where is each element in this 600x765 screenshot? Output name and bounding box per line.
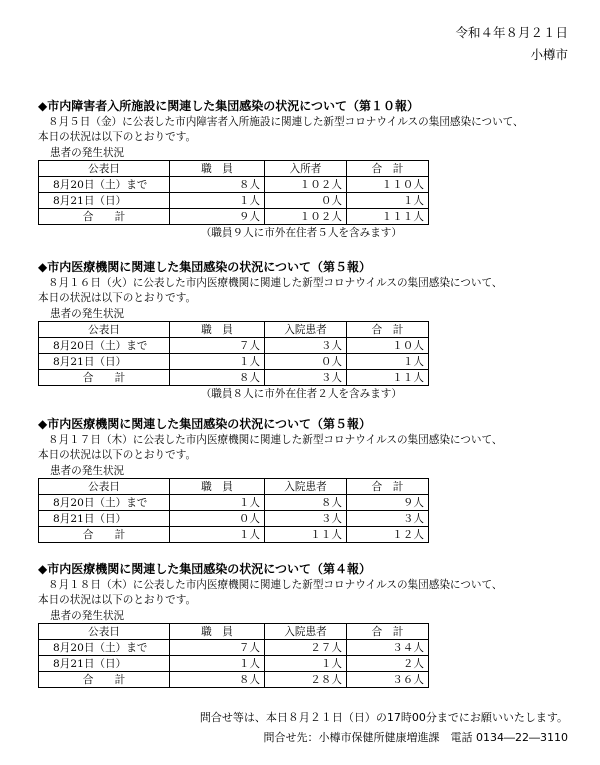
- section-title: ◆市内障害者入所施設に関連した集団感染の状況について（第１０報）: [38, 99, 419, 113]
- col-header-date: 公表日: [39, 624, 170, 640]
- table-row: 8月20日（土）まで １人 ８人 ９人: [39, 495, 429, 511]
- col-header-patients: 入院患者: [265, 322, 347, 338]
- section-title: ◆市内医療機関に関連した集団感染の状況について（第４報）: [38, 562, 371, 576]
- section-title: ◆市内医療機関に関連した集団感染の状況について（第５報）: [38, 260, 371, 274]
- issue-date: 令和４年８月２１日: [455, 25, 568, 40]
- contact-footer: [200, 708, 568, 748]
- cluster-section-3: [38, 416, 578, 543]
- col-header-total: 合 計: [347, 479, 429, 495]
- col-header-date: 公表日: [39, 479, 170, 495]
- table-total-row: 合 計 ８人 ３人 １１人: [39, 370, 429, 386]
- table-caption: 患者の発生状況: [50, 465, 125, 477]
- cases-table: [38, 160, 429, 225]
- col-header-date: 公表日: [39, 161, 170, 177]
- table-caption: 患者の発生状況: [50, 147, 125, 159]
- issuer-name: 小樽市: [530, 47, 568, 62]
- table-row: 8月20日（土）まで ７人 ３人 １０人: [39, 338, 429, 354]
- col-header-total: 合 計: [347, 161, 429, 177]
- col-header-staff: 職 員: [170, 624, 265, 640]
- table-header-row: [39, 624, 429, 640]
- cases-table: [38, 321, 429, 386]
- table-header-row: [39, 322, 429, 338]
- col-header-patients: 入院患者: [265, 624, 347, 640]
- table-row: 8月21日（日） ０人 ３人 ３人: [39, 511, 429, 527]
- section-intro: ８月１６日（火）に公表した市内医療機関に関連した新型コロナウイルスの集団感染について、 本日の状況は以下のとおりです。: [38, 277, 503, 304]
- col-header-date: 公表日: [39, 322, 170, 338]
- col-header-total: 合 計: [347, 322, 429, 338]
- table-row: 8月20日（土）まで ８人 １０２人 １１０人: [39, 177, 429, 193]
- cases-table: [38, 478, 429, 543]
- table-total-row: 合 計 ９人 １０２人 １１１人: [39, 209, 429, 225]
- col-header-staff: 職 員: [170, 322, 265, 338]
- section-intro: ８月５日（金）に公表した市内障害者入所施設に関連した新型コロナウイルスの集団感染について、 本日の状況は以下のとおりです。: [38, 116, 524, 143]
- contact-info: 問合せ先：小樽市保健所健康増進課 電話 0134―22―3110: [263, 731, 568, 744]
- table-caption: 患者の発生状況: [50, 610, 125, 622]
- cases-table: [38, 623, 429, 688]
- table-row: 8月21日（日） １人 ０人 １人: [39, 354, 429, 370]
- col-header-total: 合 計: [347, 624, 429, 640]
- table-total-row: 合 計 １人 １１人 １２人: [39, 527, 429, 543]
- section-intro: ８月１８日（木）に公表した市内医療機関に関連した新型コロナウイルスの集団感染について、 本日の状況は以下のとおりです。: [38, 579, 503, 606]
- table-header-row: [39, 479, 429, 495]
- inquiry-deadline: 問合せ等は、本日８月２１日（日）の17時00分までにお願いいたします。: [199, 711, 568, 724]
- table-row: 8月20日（土）まで ７人 ２７人 ３４人: [39, 640, 429, 656]
- col-header-staff: 職 員: [170, 161, 265, 177]
- cluster-section-4: [38, 561, 578, 688]
- col-header-patients: 入所者: [265, 161, 347, 177]
- document-header: [455, 22, 568, 66]
- section-title: ◆市内医療機関に関連した集団感染の状況について（第５報）: [38, 417, 371, 431]
- cluster-section-2: [38, 259, 578, 401]
- table-note: （職員９人に市外在住者５人を含みます）: [200, 227, 402, 239]
- section-intro: ８月１７日（木）に公表した市内医療機関に関連した新型コロナウイルスの集団感染について、 本日の状況は以下のとおりです。: [38, 434, 503, 461]
- col-header-patients: 入院患者: [265, 479, 347, 495]
- col-header-staff: 職 員: [170, 479, 265, 495]
- table-row: 8月21日（日） １人 １人 ２人: [39, 656, 429, 672]
- table-row: 8月21日（日） １人 ０人 １人: [39, 193, 429, 209]
- table-caption: 患者の発生状況: [50, 308, 125, 320]
- table-note: （職員８人に市外在住者２人を含みます）: [200, 388, 402, 400]
- table-total-row: 合 計 ８人 ２８人 ３６人: [39, 672, 429, 688]
- cluster-section-1: [38, 98, 578, 240]
- table-header-row: [39, 161, 429, 177]
